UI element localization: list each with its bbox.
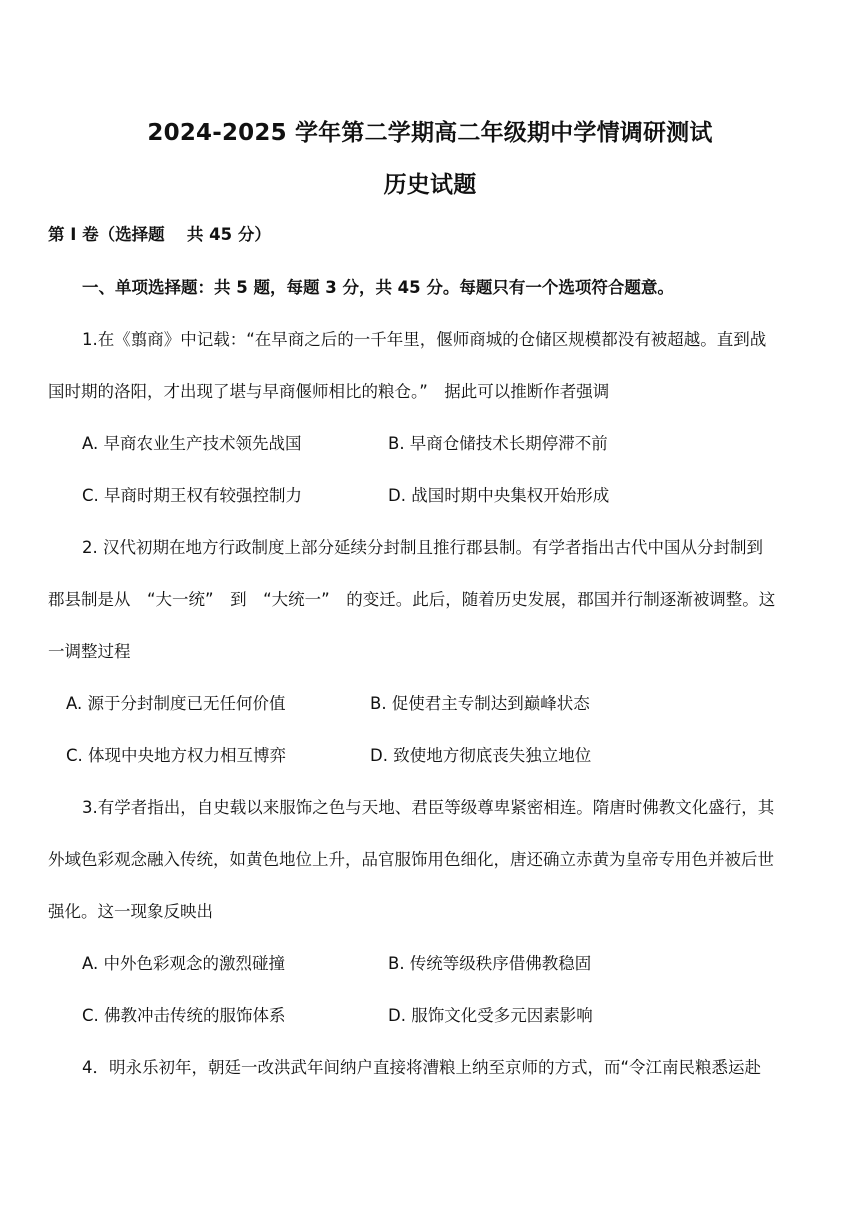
question-text-line: 外域色彩观念融入传统，如黄色地位上升，品官服饰用色细化，唐还确立赤黄为皇帝专用色并被后世 (48, 850, 774, 869)
option-b: B. 促使君主专制达到巅峰状态 (370, 694, 590, 713)
option-b: B. 早商仓储技术长期停滞不前 (388, 434, 608, 453)
question-text-line: 4．明永乐初年，朝廷一改洪武年间纳户直接将漕粮上纳至京师的方式，而“令江南民粮悉运赴 (82, 1058, 762, 1077)
question-text-line: 1.在《翦商》中记载：“在早商之后的一千年里，偃师商城的仓储区规模都没有被超越。直到战 (82, 330, 767, 349)
option-d: D. 致使地方彻底丧失独立地位 (370, 746, 592, 765)
option-a: A. 源于分封制度已无任何价值 (66, 694, 286, 713)
question-text-line: 一调整过程 (48, 642, 131, 661)
option-a: A. 早商农业生产技术领先战国 (82, 434, 302, 453)
section-heading: 一、单项选择题：共 5 题，每题 3 分，共 45 分。每题只有一个选项符合题意。 (82, 278, 674, 297)
question-text-line: 国时期的洛阳，才出现了堪与早商偃师相比的粮仓。” 据此可以推断作者强调 (48, 382, 610, 401)
question-text-line: 2. 汉代初期在地方行政制度上部分延续分封制且推行郡县制。有学者指出古代中国从分封制到 (82, 538, 763, 557)
option-d: D. 服饰文化受多元因素影响 (388, 1006, 593, 1025)
option-b: B. 传统等级秩序借佛教稳固 (388, 954, 592, 973)
option-d: D. 战国时期中央集权开始形成 (388, 486, 610, 505)
part-heading: 第 I 卷（选择题 共 45 分） (48, 225, 271, 244)
exam-subtitle: 历史试题 (383, 172, 477, 198)
question-text-line: 3.有学者指出，自史载以来服饰之色与天地、君臣等级尊卑紧密相连。隋唐时佛教文化盛行，其 (82, 798, 775, 817)
option-c: C. 体现中央地方权力相互博弈 (66, 746, 287, 765)
option-a: A. 中外色彩观念的激烈碰撞 (82, 954, 285, 973)
option-c: C. 早商时期王权有较强控制力 (82, 486, 303, 505)
question-text-line: 强化。这一现象反映出 (48, 902, 213, 921)
question-text-line: 郡县制是从 “大一统” 到 “大统一” 的变迁。此后，随着历史发展，郡国并行制逐渐被调整。这 (48, 590, 776, 609)
exam-title: 2024-2025 学年第二学期高二年级期中学情调研测试 (147, 120, 713, 146)
option-c: C. 佛教冲击传统的服饰体系 (82, 1006, 286, 1025)
